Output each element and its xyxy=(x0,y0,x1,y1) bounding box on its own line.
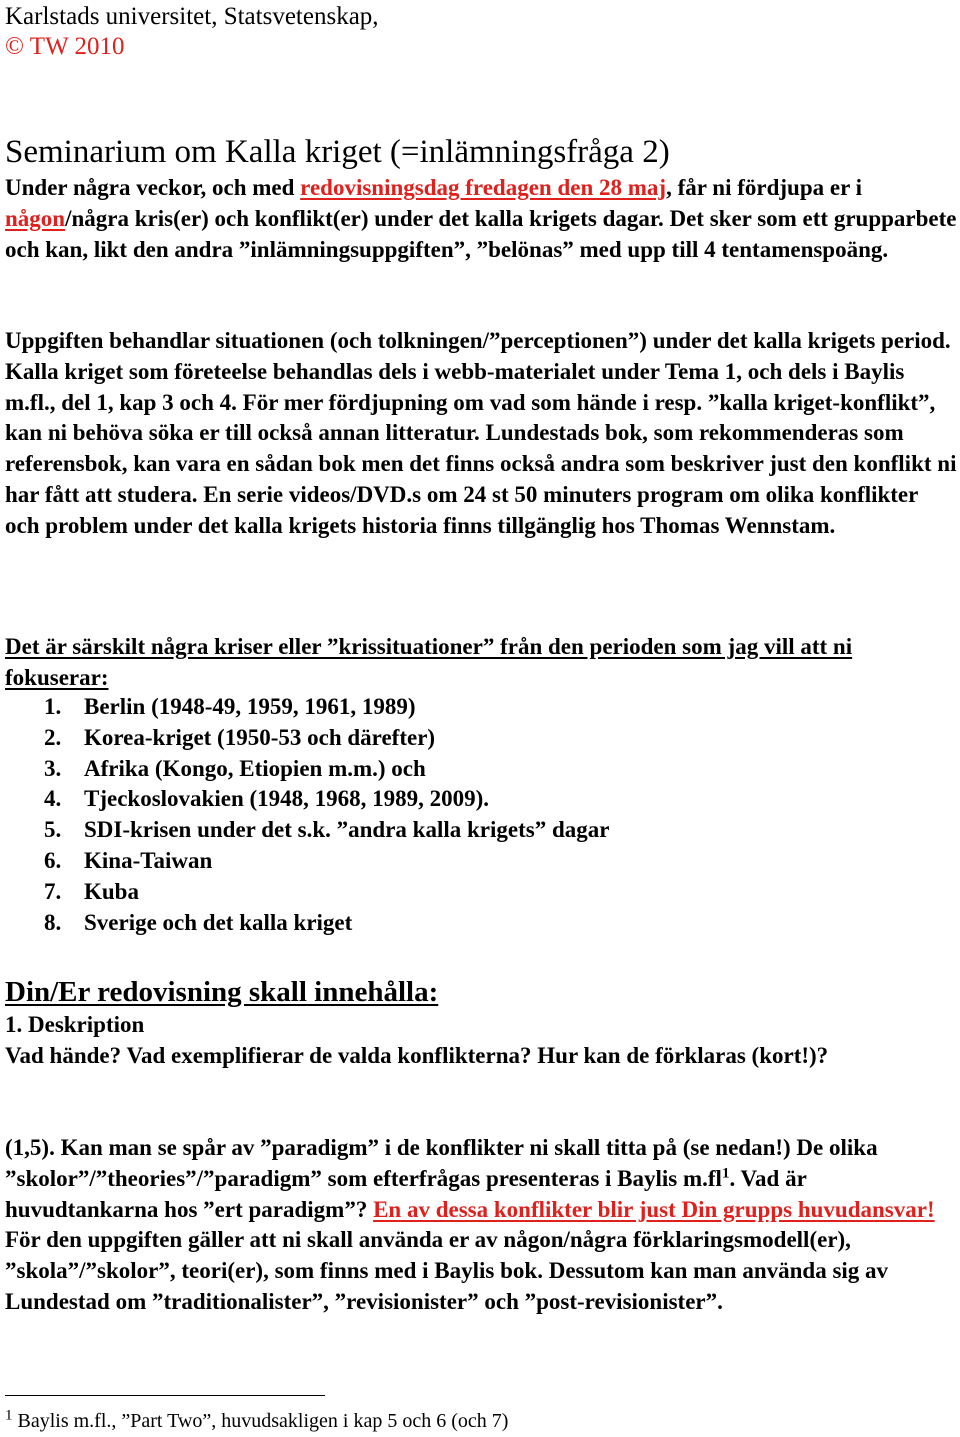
list-text: Kina-Taiwan xyxy=(84,847,213,873)
header-institution: Karlstads universitet, Statsvetenskap, xyxy=(5,3,379,30)
list-number: 8. xyxy=(44,909,62,935)
group-responsibility-note: En av dessa konflikter blir just Din grupps huvudansvar! xyxy=(373,1196,935,1222)
footnote-reference[interactable]: 1 xyxy=(721,1165,730,1182)
paradigm-text-3: För den uppgiften gäller att ni skall använda er av någon/några förklaringsmodell(er), ”skola”/”skolor”, teori(er), som finns med i Baylis bok. Dessutom kan man använda sig av Lundestad om ”traditionalister”, ”revisionister” och ”post-revisionister”. xyxy=(5,1227,889,1314)
document-title: Seminarium om Kalla kriget (=inlämningsfråga 2) xyxy=(5,134,670,170)
list-number: 7. xyxy=(44,878,62,904)
footnote-mark: 1 xyxy=(5,1407,13,1424)
section-heading: Din/Er redovisning skall innehålla: xyxy=(5,976,439,1008)
task-paragraph: Uppgiften behandlar situationen (och tolkningen/”perceptionen”) under det kalla krigets period. Kalla kriget som företeelse behandlas dels i webb-materialet under Tema 1, och dels i Baylis m.fl., del 1, kap 3 och 4. För mer fördjupning om vad som hände i resp. ”kalla kriget-konflikt”, kan ni behöva söka er till också annan litteratur. Lundestads bok, som rekommenderas som referensbok, kan vara en sådan bok men det finns också andra som beskriver just den konflikt ni har fått att studera. En serie videos/DVD.s om 24 st 50 minuters program om olika konflikter och problem under det kalla krigets historia finns tillgänglig hos Thomas Wennstam. xyxy=(5,328,957,538)
list-text: Korea-kriget (1950-53 och därefter) xyxy=(84,724,436,750)
list-item xyxy=(44,784,609,815)
nagon-link[interactable]: någon xyxy=(5,205,66,231)
description-label: 1. Deskription xyxy=(5,1012,145,1037)
list-text: Berlin (1948-49, 1959, 1961, 1989) xyxy=(84,694,416,719)
intro-text-2: , får ni fördjupa er i xyxy=(666,175,863,200)
list-text: SDI-krisen under det s.k. ”andra kalla krigets” dagar xyxy=(84,817,610,843)
list-text: Kuba xyxy=(84,878,139,904)
paradigm-text-2: . Vad är huvudtankarna hos ”ert paradigm”? xyxy=(5,1165,807,1222)
list-item xyxy=(44,908,609,939)
list-text: Afrika (Kongo, Etiopien m.m.) och xyxy=(84,755,426,781)
intro-paragraph xyxy=(5,173,957,265)
list-number: 1. xyxy=(44,694,62,719)
list-number: 4. xyxy=(44,786,62,812)
list-number: 5. xyxy=(44,817,62,843)
header-copyright: © TW 2010 xyxy=(5,33,125,60)
focus-heading: Det är särskilt några kriser eller ”krissituationer” från den perioden som jag vill att ni fokuserar: xyxy=(5,634,853,690)
list-item xyxy=(44,846,609,877)
footnote xyxy=(5,1409,508,1433)
list-number: 3. xyxy=(44,755,62,781)
crisis-list xyxy=(44,692,609,938)
list-number: 2. xyxy=(44,724,62,750)
description-text: Vad hände? Vad exemplifierar de valda konflikterna? Hur kan de förklaras (kort!)? xyxy=(5,1043,829,1068)
list-item xyxy=(44,692,609,723)
list-item xyxy=(44,815,609,846)
list-number: 6. xyxy=(44,847,62,873)
intro-text-1: Under några veckor, och med xyxy=(5,175,301,200)
paradigm-paragraph xyxy=(5,1133,957,1318)
list-item xyxy=(44,723,609,754)
due-date-link[interactable]: redovisningsdag fredagen den 28 maj xyxy=(300,175,667,200)
intro-text-3: /några kris(er) och konflikt(er) under det kalla krigets dagar. Det sker som ett grupparbete och kan, likt den andra ”inlämningsuppgiften”, ”belönas” med upp till 4 tentamenspoäng. xyxy=(5,205,957,262)
list-text: Sverige och det kalla kriget xyxy=(84,909,353,935)
list-item xyxy=(44,877,609,908)
footnote-text: Baylis m.fl., ”Part Two”, huvudsakligen i kap 5 och 6 (och 7) xyxy=(12,1410,509,1432)
footnote-divider xyxy=(5,1395,325,1396)
list-item xyxy=(44,754,609,785)
paradigm-text-1: (1,5). Kan man se spår av ”paradigm” i de konflikter ni skall titta på (se nedan!) De olika ”skolor”/”theories”/”paradigm” som efterfrågas presenteras i Baylis m.fl xyxy=(5,1135,878,1191)
list-text: Tjeckoslovakien (1948, 1968, 1989, 2009). xyxy=(84,786,490,812)
